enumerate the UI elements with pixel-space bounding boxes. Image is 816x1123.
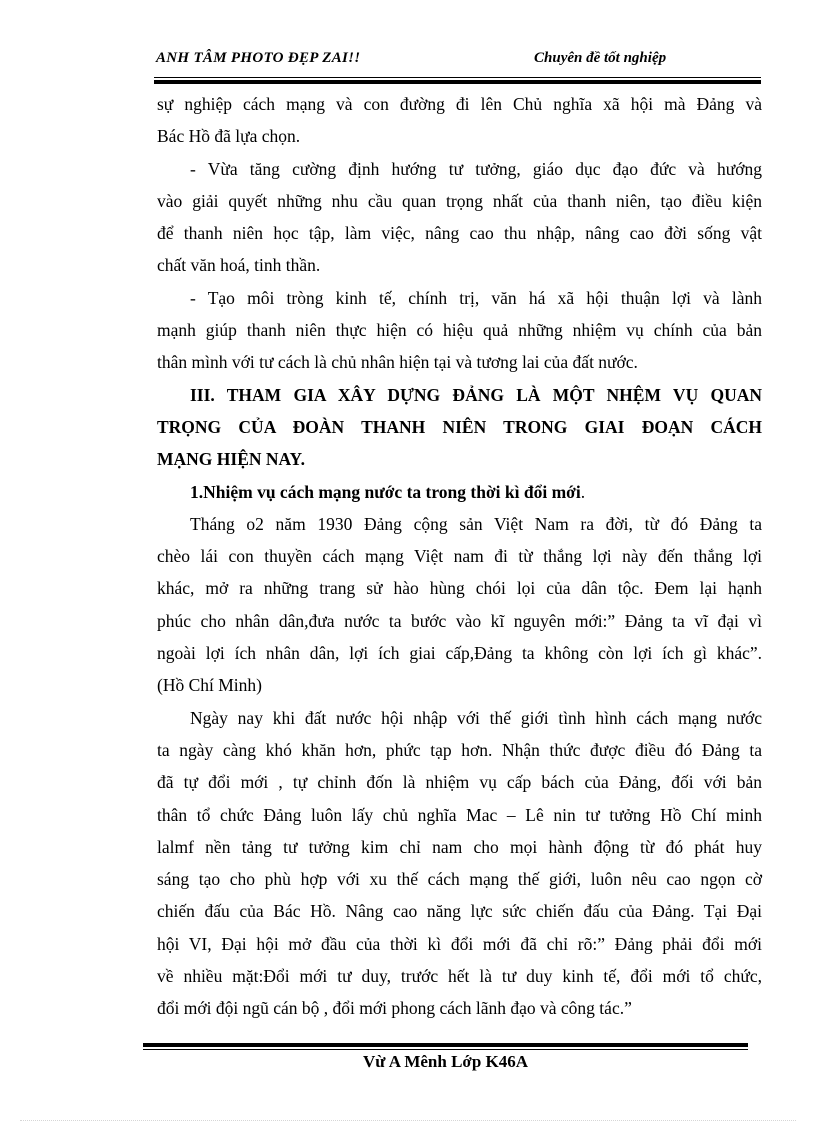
section-heading: MẠNG HIỆN NAY. bbox=[157, 449, 305, 470]
page-header bbox=[156, 44, 760, 74]
text-line: sự nghiệp cách mạng và con đường đi lên Chủ nghĩa xã hội mà Đảng và bbox=[157, 94, 762, 114]
text-line: đã tự đổi mới , tự chỉnh đốn là nhiệm vụ cấp bách của Đảng, đối với bản bbox=[157, 772, 762, 793]
text-line: thân mình với tư cách là chủ nhân hiện tại và tương lai của đất nước. bbox=[157, 352, 638, 373]
text-line: sáng tạo cho phù hợp với xu thế cách mạng thế giới, luôn nêu cao ngọn cờ bbox=[157, 869, 762, 890]
section-heading: III. THAM GIA XÂY DỰNG ĐẢNG LÀ MỘT NHỆM VỤ QUAN bbox=[190, 384, 762, 405]
text-line: về nhiều mặt:Đổi mới tư duy, trước hết là tư duy kinh tế, đổi mới tổ chức, bbox=[157, 966, 762, 987]
text-line: vào giải quyết những nhu cầu quan trọng nhất của thanh niên, tạo điều kiện bbox=[157, 190, 762, 211]
page-footer: Vừ A Mênh Lớp K46A bbox=[362, 1052, 529, 1071]
text-line: để thanh niên học tập, làm việc, nâng cao thu nhập, nâng cao đời sống vật bbox=[157, 223, 762, 244]
text-line: chiến đấu của Bác Hồ. Nâng cao năng lực sức chiến đấu của Đảng. Tại Đại bbox=[157, 901, 762, 922]
subsection-title: 1.Nhiệm vụ cách mạng nước ta trong thời kì đổi mới bbox=[190, 481, 581, 502]
text-line: hội VI, Đại hội mở đầu của thời kì đổi mới đã chỉ rõ:” Đảng phải đổi mới bbox=[157, 933, 762, 954]
header-rule-thin bbox=[154, 77, 761, 78]
text-line: Tháng o2 năm 1930 Đảng cộng sản Việt Nam ra đời, từ đó Đảng ta bbox=[190, 513, 762, 534]
text-line: đổi mới đội ngũ cán bộ , đổi mới phong cách lãnh đạo và công tác.” bbox=[157, 998, 632, 1019]
text-line: phúc cho nhân dân,đưa nước ta bước vào kĩ nguyên mới:” Đảng ta vĩ đại vì bbox=[157, 610, 762, 631]
text-line: chèo lái con thuyền cách mạng Việt nam đi từ thắng lợi này đến thắng lợi bbox=[157, 546, 762, 567]
text-line: Ngày nay khi đất nước hội nhập với thế giới tình hình cách mạng nước bbox=[190, 707, 762, 728]
text-line: ta ngày càng khó khăn hơn, phức tạp hơn. Nhận thức được điều đó Đảng ta bbox=[157, 739, 762, 760]
header-right-text: Chuyên đề tốt nghiệp bbox=[534, 50, 667, 66]
header-rule-thick bbox=[154, 80, 761, 84]
header-left-text: ANH TÂM PHOTO ĐẸP ZAI!! bbox=[156, 50, 361, 66]
text-line: ngoài lợi ích nhân dân, lợi ích giai cấp,Đảng ta không còn lợi ích gì khác”. bbox=[157, 643, 762, 664]
text-line: chất văn hoá, tinh thần. bbox=[157, 255, 321, 276]
text-line: lalmf nền tảng tư tưởng kim chỉ nam cho mọi hành động từ đó phát huy bbox=[157, 836, 762, 857]
text-line: Bác Hồ đã lựa chọn. bbox=[157, 126, 301, 147]
text-line: mạnh giúp thanh niên thực hiện có hiệu quả những nhiệm vụ chính của bản bbox=[157, 320, 762, 341]
bullet-line: - Vừa tăng cường định hướng tư tưởng, giáo dục đạo đức và hướng bbox=[190, 158, 762, 179]
document-body bbox=[157, 88, 762, 1025]
section-heading: TRỌNG CỦA ĐOÀN THANH NIÊN TRONG GIAI ĐOẠN CÁCH bbox=[157, 416, 762, 437]
subsection-heading: 1.Nhiệm vụ cách mạng nước ta trong thời kì đổi mới. bbox=[190, 481, 586, 502]
text-line: thân tổ chức Đảng luôn lấy chủ nghĩa Mac – Lê nin tư tưởng Hồ Chí minh bbox=[157, 804, 762, 825]
text-line: khác, mở ra những trang sử hào hùng chói lọi của dân tộc. Đem lại hạnh bbox=[157, 578, 762, 599]
bullet-line: - Tạo môi tròng kinh tế, chính trị, văn há xã hội thuận lợi và lành bbox=[190, 287, 762, 308]
footer-rule-thick bbox=[143, 1043, 748, 1047]
text-line: (Hồ Chí Minh) bbox=[157, 675, 262, 696]
page-edge-dots bbox=[20, 1120, 796, 1121]
footer-rule-thin bbox=[143, 1049, 748, 1050]
